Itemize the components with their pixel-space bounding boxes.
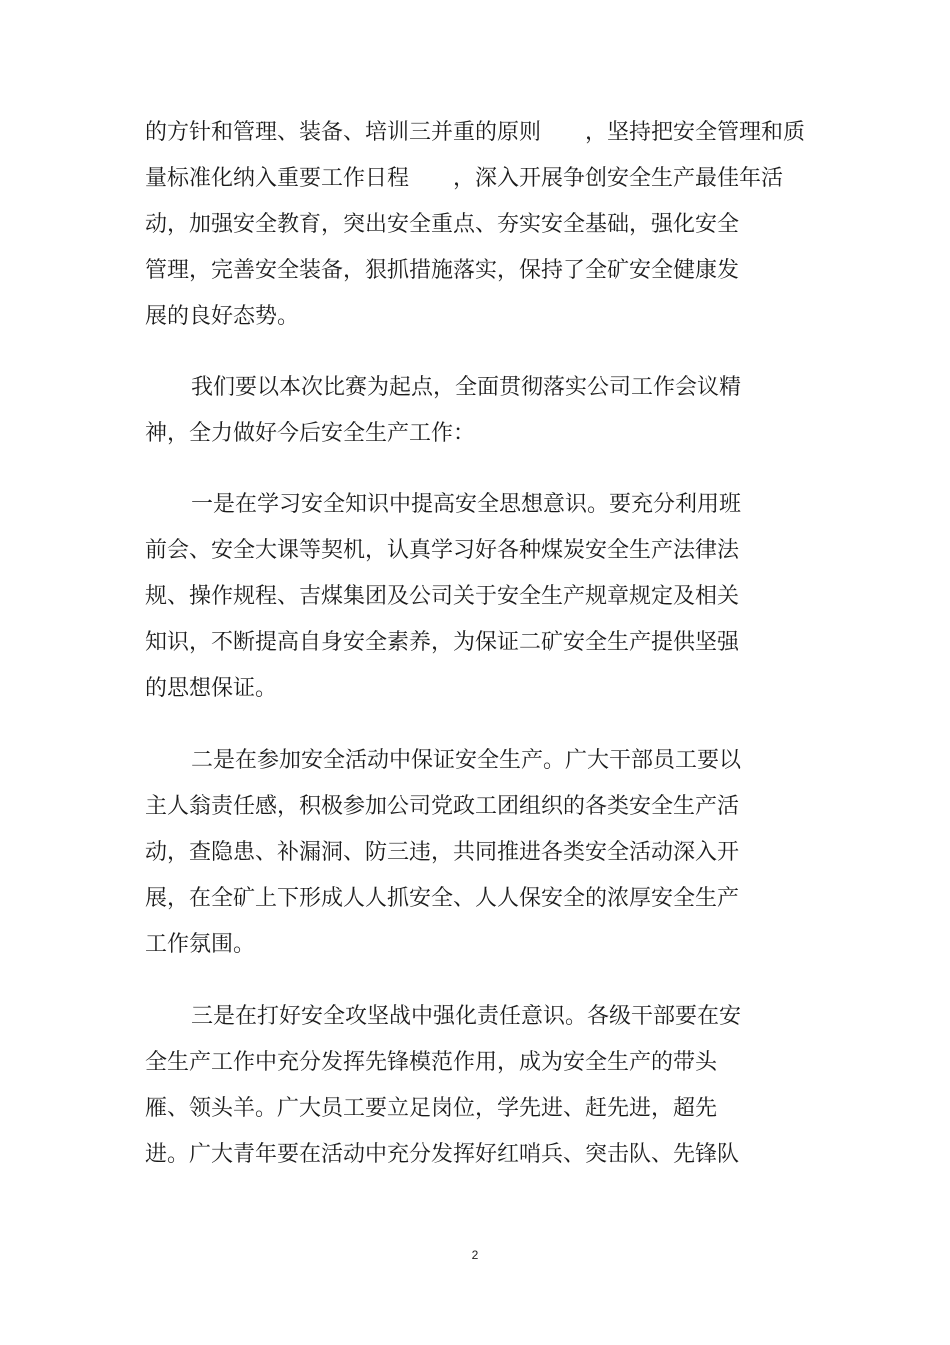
- text-line: 展的良好态势。: [145, 304, 300, 329]
- paragraph-1: [145, 110, 806, 340]
- text-line: 雁、领头羊。广大员工要立足岗位，学先进、赶先进，超先: [145, 1096, 718, 1121]
- text-line: 神，全力做好今后安全生产工作：: [145, 421, 476, 446]
- text-line: 动，加强安全教育，突出安全重点、夯实安全基础，强化安全: [145, 212, 740, 237]
- text-line: 主人翁责任感，积极参加公司党政工团组织的各类安全生产活: [145, 794, 740, 819]
- text-line: 量标准化纳入重要工作日程 ，深入开展争创安全生产最佳年活: [145, 166, 784, 191]
- text-line: 一是在学习安全知识中提高安全思想意识。要充分利用班: [191, 492, 742, 517]
- text-line: 动，查隐患、补漏洞、防三违，共同推进各类安全活动深入开: [145, 840, 740, 865]
- text-line: 管理，完善安全装备，狠抓措施落实，保持了全矿安全健康发: [145, 258, 740, 283]
- paragraph-5: [145, 994, 795, 1178]
- page-number: 2: [471, 1248, 479, 1262]
- text-line: 前会、安全大课等契机，认真学习好各种煤炭安全生产法律法: [145, 538, 740, 563]
- text-line: 知识，不断提高自身安全素养，为保证二矿安全生产提供坚强: [145, 630, 740, 655]
- text-line: 我们要以本次比赛为起点，全面贯彻落实公司工作会议精: [191, 375, 742, 400]
- text-line: 三是在打好安全攻坚战中强化责任意识。各级干部要在安: [191, 1004, 742, 1029]
- text-line: 工作氛围。: [145, 932, 256, 957]
- text-line: 规、操作规程、吉煤集团及公司关于安全生产规章规定及相关: [145, 584, 740, 609]
- text-line: 的方针和管理、装备、培训三并重的原则 ，坚持把安全管理和质: [145, 120, 806, 145]
- paragraph-2: [145, 365, 795, 457]
- text-line: 进。广大青年要在活动中充分发挥好红哨兵、突击队、先锋队: [145, 1142, 740, 1167]
- text-line: 二是在参加安全活动中保证安全生产。广大干部员工要以: [191, 748, 742, 773]
- paragraph-3: [145, 482, 795, 712]
- paragraph-4: [145, 738, 795, 968]
- text-line: 的思想保证。: [145, 676, 278, 701]
- text-line: 展，在全矿上下形成人人抓安全、人人保安全的浓厚安全生产: [145, 886, 740, 911]
- text-line: 全生产工作中充分发挥先锋模范作用，成为安全生产的带头: [145, 1050, 718, 1075]
